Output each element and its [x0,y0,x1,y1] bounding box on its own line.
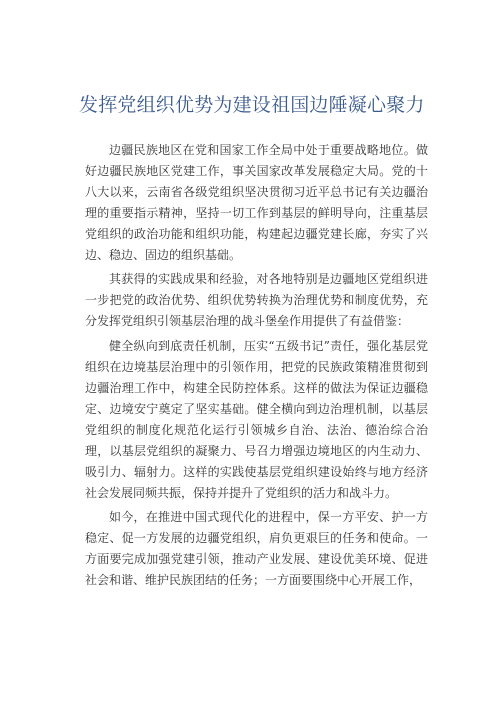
paragraph-2: 其获得的实践成果和经验，对各地特别是边疆地区党组织进一步把党的政治优势、组织优势转换为治理优势和制度优势，充分发挥党组织引领基层治理的战斗堡垒作用提供了有益借鉴： [85,272,428,329]
paragraph-3: 健全纵向到底责任机制，压实“五级书记”责任，强化基层党组织在边境基层治理中的引领作用，把党的民族政策精准贯彻到边疆治理工作中，构建全民防控体系。这样的做法为保证边疆稳定、边境安宁奠定了坚实基础。健全横向到边治理机制，以基层党组织的制度化规范化运行引领城乡自治、法治、德治综合治理，以基层党组织的凝聚力、号召力增强边境地区的内生动力、吸引力、辐射力。这样的实践使基层党组织建设始终与地方经济社会发展同频共振，保持并提升了党组织的活力和战斗力。 [85,339,428,500]
document-title: 发挥党组织优势为建设祖国边陲凝心聚力 [79,94,425,116]
paragraph-4: 如今，在推进中国式现代化的进程中，保一方平安、护一方稳定、促一方发展的边疆党组织，肩负更艰巨的任务和使命。一方面要完成加强党建引领，推动产业发展、建设优美环境、促进社会和谐、维护民族团结的任务；一方面要围绕中心开展工作， [85,510,428,588]
document-body [85,140,428,595]
paragraph-1: 边疆民族地区在党和国家工作全局中处于重要战略地位。做好边疆民族地区党建工作，事关国家改革发展稳定大局。党的十八大以来，云南省各级党组织坚决贯彻习近平总书记有关边疆治理的重要指示精神，坚持一切工作到基层的鲜明导向，注重基层党组织的政治功能和组织功能，构建起边疆党建长廊，夯实了兴边、稳边、固边的组织基础。 [85,143,428,262]
